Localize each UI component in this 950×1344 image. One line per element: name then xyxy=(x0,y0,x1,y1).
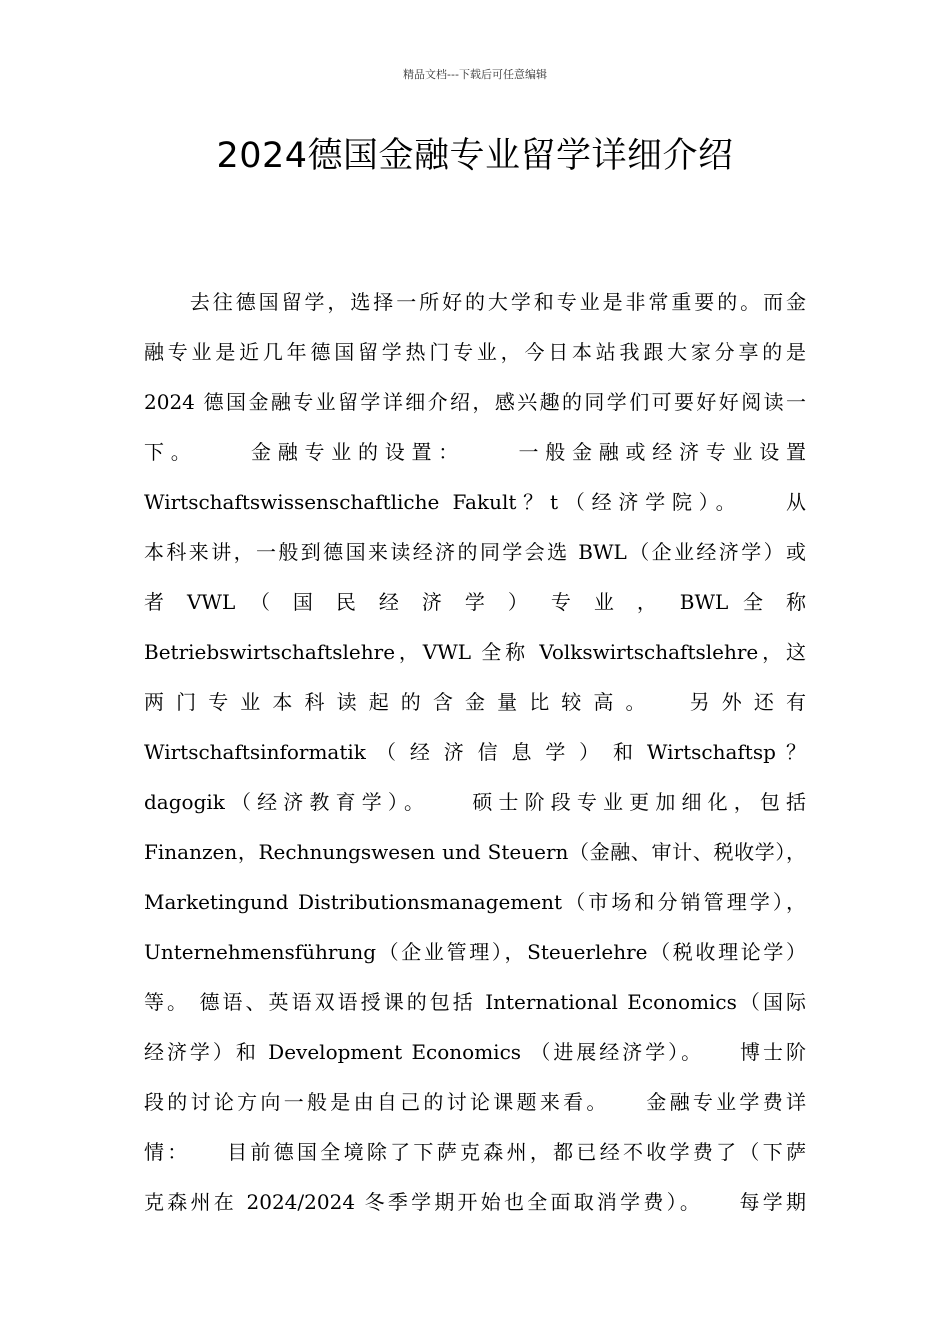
text-line: 本科来讲，一般到德国来读经济的同学会选 BWL（企业经济学）或 xyxy=(144,540,806,564)
text-line: 段的讨论方向一般是由自己的讨论课题来看。 金融专业学费详 xyxy=(144,1090,806,1114)
text-line: 者 VWL （ 国 民 经 济 学 ） 专 业 ， BWL 全 称 xyxy=(144,590,806,614)
text-line: 去往德国留学，选择一所好的大学和专业是非常重要的。而金 xyxy=(144,290,806,314)
text-line: 克森州在 2024/2024 冬季学期开始也全面取消学费）。 每学期 xyxy=(144,1190,806,1214)
text-line: Betriebswirtschaftslehre，VWL 全称 Volkswirtschaftslehre，这 xyxy=(144,640,806,664)
text-line: 等。 德语、英语双语授课的包括 International Economics（国际 xyxy=(144,990,806,1014)
text-line: 情： 目前德国全境除了下萨克森州，都已经不收学费了（下萨 xyxy=(144,1140,806,1164)
text-line: Wirtschaftswissenschaftliche Fakult？t（经济学院）。 从 xyxy=(144,490,806,514)
page-title: 2024德国金融专业留学详细介绍 xyxy=(216,136,734,176)
text-line: 两 门 专 业 本 科 读 起 的 含 金 量 比 较 高 。 另 外 还 有 xyxy=(144,690,806,714)
text-line: Unternehmensführung（企业管理），Steuerlehre（税收理论学） xyxy=(144,940,806,964)
text-line: 2024 德国金融专业留学详细介绍，感兴趣的同学们可要好好阅读一 xyxy=(144,390,806,414)
article-body xyxy=(144,277,806,1227)
text-line: 经济学）和 Development Economics （进展经济学）。 博士阶 xyxy=(144,1040,806,1064)
text-line: dagogik（经济教育学）。 硕士阶段专业更加细化，包括 xyxy=(144,790,806,814)
text-line: 融专业是近几年德国留学热门专业，今日本站我跟大家分享的是 xyxy=(144,340,806,364)
text-line: 下 。 金 融 专 业 的 设 置 ： 一 般 金 融 或 经 济 专 业 设 置 xyxy=(144,440,806,464)
text-line: Marketingund Distributionsmanagement（市场和分销管理学）， xyxy=(144,890,806,914)
header-note: 精品文档---下载后可任意编辑 xyxy=(403,68,547,81)
text-line: Wirtschaftsinformatik （ 经 济 信 息 学 ） 和 Wirtschaftsp ？ xyxy=(144,740,806,764)
text-line: Finanzen，Rechnungswesen und Steuern（金融、审计、税收学）， xyxy=(144,840,806,864)
